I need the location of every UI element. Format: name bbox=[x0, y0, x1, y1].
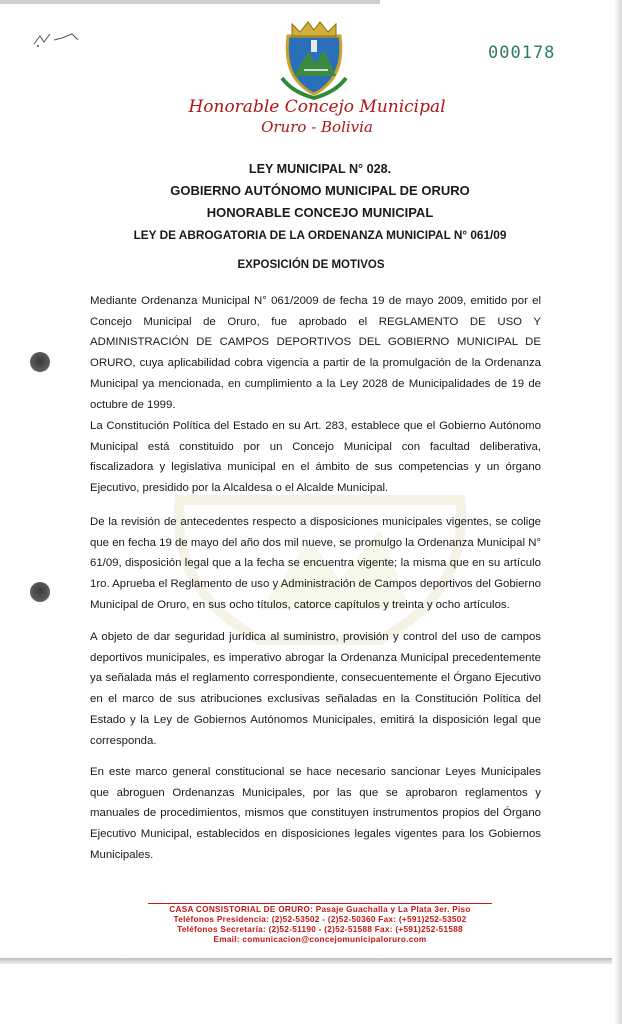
footer-email: Email: comunicacion@concejomunicipaloruro.com bbox=[213, 935, 427, 944]
law-number-heading: LEY MUNICIPAL N° 028. bbox=[248, 162, 392, 176]
letterhead-footer bbox=[100, 905, 540, 945]
footer-phones-secretary: Teléfonos Secretaría: (2)52-51190 - (2)52-51588 Fax: (+591)252-51588 bbox=[177, 925, 463, 934]
punch-hole-icon bbox=[30, 352, 50, 372]
section-title: EXPOSICIÓN DE MOTIVOS bbox=[237, 259, 385, 271]
footer-address: CASA CONSISTORIAL DE ORURO: Pasaje Guachalla y La Plata 3er. Piso bbox=[169, 905, 471, 914]
punch-hole-icon bbox=[30, 582, 50, 602]
law-title-heading: LEY DE ABROGATORIA DE LA ORDENANZA MUNICIPAL N° 061/09 bbox=[133, 228, 507, 242]
footer-divider bbox=[148, 903, 492, 904]
paragraph-constitutional-framework: En este marco general constitucional se hace necesario sancionar Leyes Municipales que abroguen Ordenanzas Municipales, por las que se aprobaron reglamentos y manuales de procedimientos, mismos que constituyen instrumentos propios del Órgano Ejecutivo Municipal, establecidos en disposiciones legales vigentes para los Gobiernos Municipales. bbox=[90, 766, 541, 861]
crest-emblem-icon bbox=[278, 18, 350, 100]
paragraph-legal-security: A objeto de dar seguridad jurídica al suministro, provisión y control del uso de campos deportivos municipales, es imperativo abrogar la Ordenanza Municipal precedentemente ya señalada más el reglamento correspondiente, consecuentemente el Órgano Ejecutivo en el marco de sus atribuciones exclusivas señaladas en la Constitución Política del Estado y la Ley de Gobiernos Autónomos Municipales, emitirá la disposición legal que corresponda. bbox=[90, 631, 541, 747]
council-name-script: Honorable Concejo Municipal bbox=[188, 97, 446, 117]
footer-phones-presidency: Teléfonos Presidencia: (2)52-53502 - (2)52-50360 Fax: (+591)252-53502 bbox=[173, 915, 467, 924]
council-heading: HONORABLE CONCEJO MUNICIPAL bbox=[206, 205, 434, 220]
council-place-script: Oruro - Bolivia bbox=[261, 118, 373, 136]
scan-bottom-edge bbox=[0, 958, 612, 964]
scan-right-edge bbox=[614, 0, 622, 1024]
paragraph-review: De la revisión de antecedentes respecto a disposiciones municipales vigentes, se colige que en fecha 19 de mayo del año dos mil nueve, se promulgo la Ordenanza Municipal N° 61/09, disposición legal que a la fecha se encuentra vigente; la misma que en su artículo 1ro. Aprueba el Reglamento de uso y Administración de Campos deportivos del Gobierno Municipal de Oruro, en sus ocho títulos, catorce capítulos y treinta y ocho artículos. bbox=[90, 516, 541, 611]
handwritten-mark-icon bbox=[32, 26, 82, 56]
paragraph-constitution: La Constitución Política del Estado en su Art. 283, establece que el Gobierno Autónomo Municipal está constituido por un Concejo Municipal con facultad deliberativa, fiscalizadora y legislativa municipal en el ámbito de sus competencias y un órgano Ejecutivo, presidido por la Alcaldesa o el Alcalde Municipal. bbox=[90, 420, 541, 495]
paragraph-ordinance-background: Mediante Ordenanza Municipal N° 061/2009 de fecha 19 de mayo 2009, emitido por el Concejo Municipal de Oruro, fue aprobado el REGLAMENTO DE USO Y ADMINISTRACIÓN DE CAMPOS DEPORTIVOS DEL GOBIERNO MUNICIPAL DE ORURO, cuya aplicabilidad cobra vigencia a partir de la promulgación de la Ordenanza Municipal ya mencionada, en cumplimiento a la Ley 2028 de Municipalidades de 19 de octubre de 1999. bbox=[90, 295, 541, 411]
scan-top-edge bbox=[0, 0, 380, 4]
document-serial-number: 000178 bbox=[488, 43, 556, 63]
government-heading: GOBIERNO AUTÓNOMO MUNICIPAL DE ORURO bbox=[170, 183, 470, 198]
law-headings bbox=[40, 158, 600, 246]
